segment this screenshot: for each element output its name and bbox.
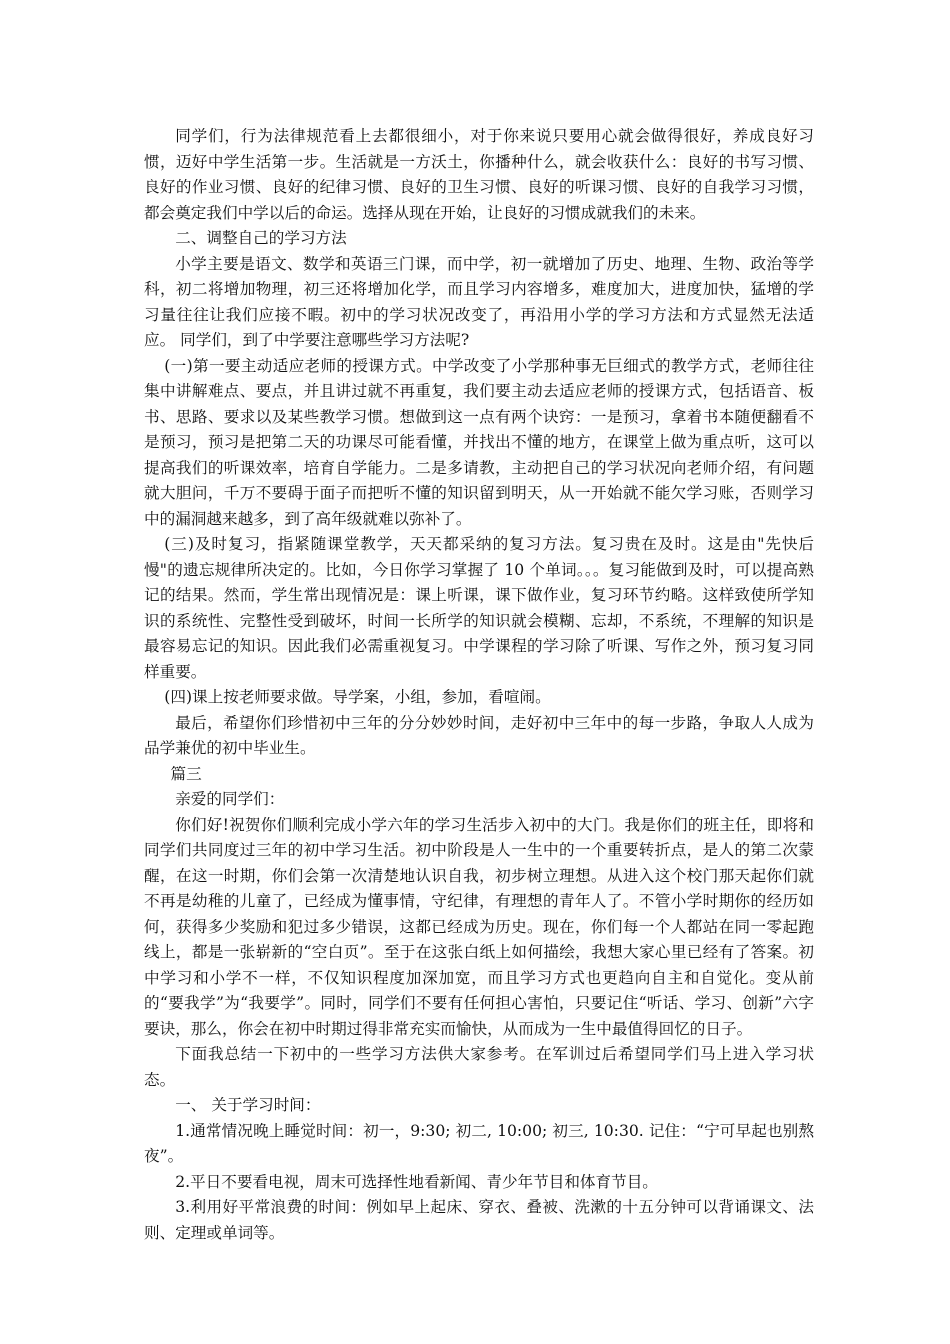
paragraph-summary-intro: 下面我总结一下初中的一些学习方法供大家参考。在军训过后希望同学们马上进入学习状态。	[144, 1045, 814, 1089]
section-heading-study-methods: 二、调整自己的学习方法	[175, 229, 347, 247]
section-title-part-three: 篇三	[170, 764, 202, 783]
paragraph-method-4: (四)课上按老师要求做。导学案，小组，参加，看喧闹。	[164, 688, 551, 706]
list-item-tv: 2.平日不要看电视，周末可选择性地看新闻、青少年节目和体育节目。	[175, 1172, 658, 1191]
salutation: 亲爱的同学们：	[175, 790, 285, 808]
paragraph-method-3: (三)及时复习，指紧随课堂教学，天天都采纳的复习方法。复习贵在及时。这是由"先快后慢"的遗忘规律所决定的。比如，今日你学习掌握了 10 个单词。。。复习能做到及时，可以提高熟记的结果。然而，学生常出现情况是：课上听课，课下做作业，复习环节约略。这样致使所学知识的系统性、完整性受到破坏，时间一长所学的知识就会模糊、忘却，不系统，不理解的知识是最容易忘记的知识。因此我们必需重视复习。中学课程的学习除了听课、写作之外，预习复习同样重要。	[144, 535, 814, 681]
paragraph-welcome: 你们好!祝贺你们顺利完成小学六年的学习生活步入初中的大门。我是你们的班主任，即将和同学们共同度过三年的初中学习生活。初中阶段是人一生中的一个重要转折点，是人的第二次蒙醒，在这一时期，你们会第一次清楚地认识自我，初步树立理想。从进入这个校门那天起你们就不再是幼稚的儿童了，已经成为懂事情，守纪律，有理想的青年人了。不管小学时期你的经历如何，获得多少奖励和犯过多少错误，这都已经成为历史。现在，你们每一个人都站在同一零起跑线上，都是一张崭新的“空白页”。至于在这张白纸上如何描绘，我想大家心里已经有了答案。初中学习和小学不一样，不仅知识程度加深加宽，而且学习方式也更趋向自主和自觉化。变从前的“要我学”为“我要学”。同时，同学们不要有任何担心害怕，只要记住“听话、学习、创新”六字要诀，那么，你会在初中时期过得非常充实而愉快，从而成为一生中最值得回忆的日子。	[144, 815, 814, 1038]
paragraph-closing: 最后，希望你们珍惜初中三年的分分妙妙时间，走好初中三年中的每一步路，争取人人成为品学兼优的初中毕业生。	[144, 713, 814, 757]
paragraph-subjects: 小学主要是语文、数学和英语三门课，而中学，初一就增加了历史、地理、生物、政治等学科，初二将增加物理，初三还将增加化学，而且学习内容增多，难度加大，进度加快，猛增的学习量往往让我们应接不暇。初中的学习状况改变了，再沿用小学的学习方法和方式显然无法适应。 同学们，到了中学要注意哪些学习方法呢?	[144, 254, 814, 349]
paragraph-habits: 同学们，行为法律规范看上去都很细小，对于你来说只要用心就会做得很好，养成良好习惯，迈好中学生活第一步。生活就是一方沃土，你播种什么，就会收获什么：良好的书写习惯、良好的作业习惯、良好的纪律习惯、良好的卫生习惯、良好的听课习惯、良好的自我学习习惯，都会奠定我们中学以后的命运。选择从现在开始，让良好的习惯成就我们的未来。	[144, 127, 814, 222]
section-heading-study-time: 一、 关于学习时间：	[175, 1096, 321, 1114]
list-item-spare-time: 3.利用好平常浪费的时间：例如早上起床、穿衣、叠被、洗漱的十五分钟可以背诵课文、法则、定理或单词等。	[144, 1198, 814, 1242]
list-item-bedtime: 1.通常情况晚上睡觉时间：初一，9:30; 初二, 10:00; 初三, 10:30. 记住：“宁可早起也别熬夜”。	[144, 1121, 814, 1165]
paragraph-method-1: (一)第一要主动适应老师的授课方式。中学改变了小学那种事无巨细式的教学方式，老师往往集中讲解难点、要点，并且讲过就不再重复，我们要主动去适应老师的授课方式，包括语音、板书、思路、要求以及某些教学习惯。想做到这一点有两个诀窍：一是预习，拿着书本随便翻看不是预习，预习是把第二天的功课尽可能看懂，并找出不懂的地方，在课堂上做为重点听，这可以提高我们的听课效率，培育自学能力。二是多请教，主动把自己的学习状况向老师介绍，有问题就大胆问，千万不要碍于面子而把听不懂的知识留到明天，从一开始就不能欠学习账，否则学习中的漏洞越来越多，到了高年级就难以弥补了。	[144, 356, 814, 528]
document-page	[144, 124, 814, 1246]
